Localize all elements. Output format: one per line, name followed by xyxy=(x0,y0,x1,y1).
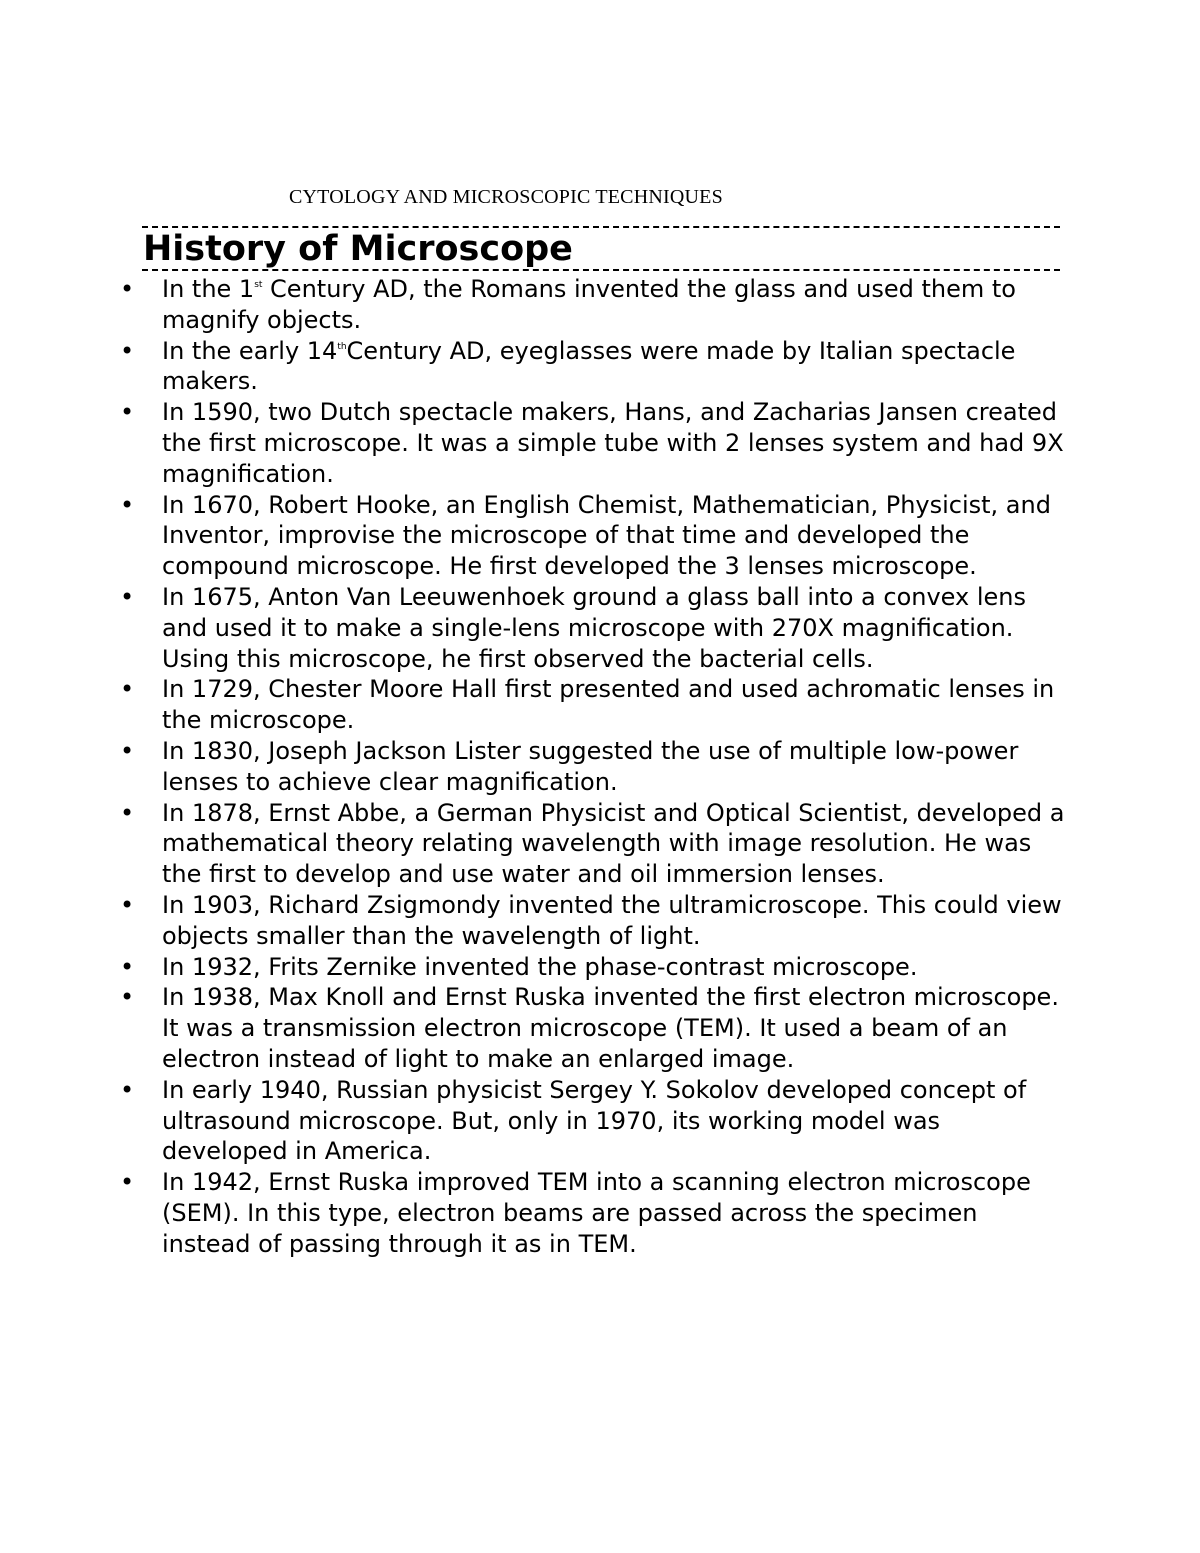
bullet-icon: • xyxy=(120,275,135,303)
list-item-text: In 1942, Ernst Ruska improved TEM into a scanning electron microscope (SEM). In this type, electron beams are passed across the specimen instead of passing through it as in TEM. xyxy=(162,1168,1031,1258)
title-bottom-rule xyxy=(142,269,1060,271)
list-item xyxy=(120,674,1070,736)
list-item-text: In the early 14thCentury AD, eyeglasses were made by Italian spectacle makers. xyxy=(162,336,1016,396)
superscript: st xyxy=(254,280,263,290)
bullet-icon: • xyxy=(120,490,135,519)
list-item-text: In 1938, Max Knoll and Ernst Ruska invented the first electron microscope. It was a transmission electron microscope (TEM). It used a beam of an electron instead of light to make an enlarged image. xyxy=(162,983,1059,1073)
list-item xyxy=(120,397,1070,489)
list-item xyxy=(120,490,1070,582)
bullet-icon: • xyxy=(120,1168,135,1197)
list-item xyxy=(120,736,1070,798)
list-item-text: In 1590, two Dutch spectacle makers, Hans, and Zacharias Jansen created the first microscope. It was a simple tube with 2 lenses system and had 9X magnification. xyxy=(162,398,1064,488)
list-item-text: In 1878, Ernst Abbe, a German Physicist and Optical Scientist, developed a mathematical theory relating wavelength with image resolution. He was the first to develop and use water and oil immersion lenses. xyxy=(162,798,1065,889)
list-item xyxy=(120,336,1070,398)
list-item xyxy=(120,274,1070,336)
section-title: History of Microscope xyxy=(143,229,573,269)
bullet-icon: • xyxy=(120,1075,135,1104)
list-item xyxy=(120,890,1070,952)
bullet-icon: • xyxy=(120,798,135,827)
page-header: CYTOLOGY AND MICROSCOPIC TECHNIQUES xyxy=(289,186,723,208)
bullet-icon: • xyxy=(120,983,135,1012)
history-bullet-list xyxy=(120,274,1070,1260)
bullet-icon: • xyxy=(120,952,135,981)
bullet-icon: • xyxy=(120,398,135,427)
bullet-icon: • xyxy=(120,890,135,919)
list-item-text: In 1903, Richard Zsigmondy invented the ultramicroscope. This could view objects smaller than the wavelength of light. xyxy=(162,890,1062,950)
list-item xyxy=(120,1075,1070,1167)
list-item-text: In 1670, Robert Hooke, an English Chemist, Mathematician, Physicist, and Inventor, improvise the microscope of that time and developed the compound microscope. He first developed the 3 lenses microscope. xyxy=(162,490,1051,581)
bullet-icon: • xyxy=(120,675,135,704)
bullet-icon: • xyxy=(120,336,135,365)
list-item-text: In early 1940, Russian physicist Sergey Y. Sokolov developed concept of ultrasound microscope. But, only in 1970, its working model was developed in America. xyxy=(162,1075,1027,1166)
list-item-text: In 1675, Anton Van Leeuwenhoek ground a glass ball into a convex lens and used it to make a single-lens microscope with 270X magnification. Using this microscope, he first observed the bacterial cells. xyxy=(162,582,1026,673)
list-item xyxy=(120,582,1070,674)
list-item xyxy=(120,1167,1070,1259)
bullet-icon: • xyxy=(120,582,135,611)
list-item-text: In 1932, Frits Zernike invented the phase-contrast microscope. xyxy=(162,952,918,981)
list-item xyxy=(120,798,1070,890)
list-item-text: In 1729, Chester Moore Hall first presented and used achromatic lenses in the microscope. xyxy=(162,675,1055,735)
superscript: th xyxy=(337,341,347,352)
list-item xyxy=(120,982,1070,1074)
list-item xyxy=(120,952,1070,983)
list-item-text: In 1830, Joseph Jackson Lister suggested the use of multiple low-power lenses to achieve clear magnification. xyxy=(162,736,1019,796)
list-item-text: In the 1st Century AD, the Romans invented the glass and used them to magnify objects. xyxy=(162,275,1016,334)
bullet-icon: • xyxy=(120,736,135,765)
